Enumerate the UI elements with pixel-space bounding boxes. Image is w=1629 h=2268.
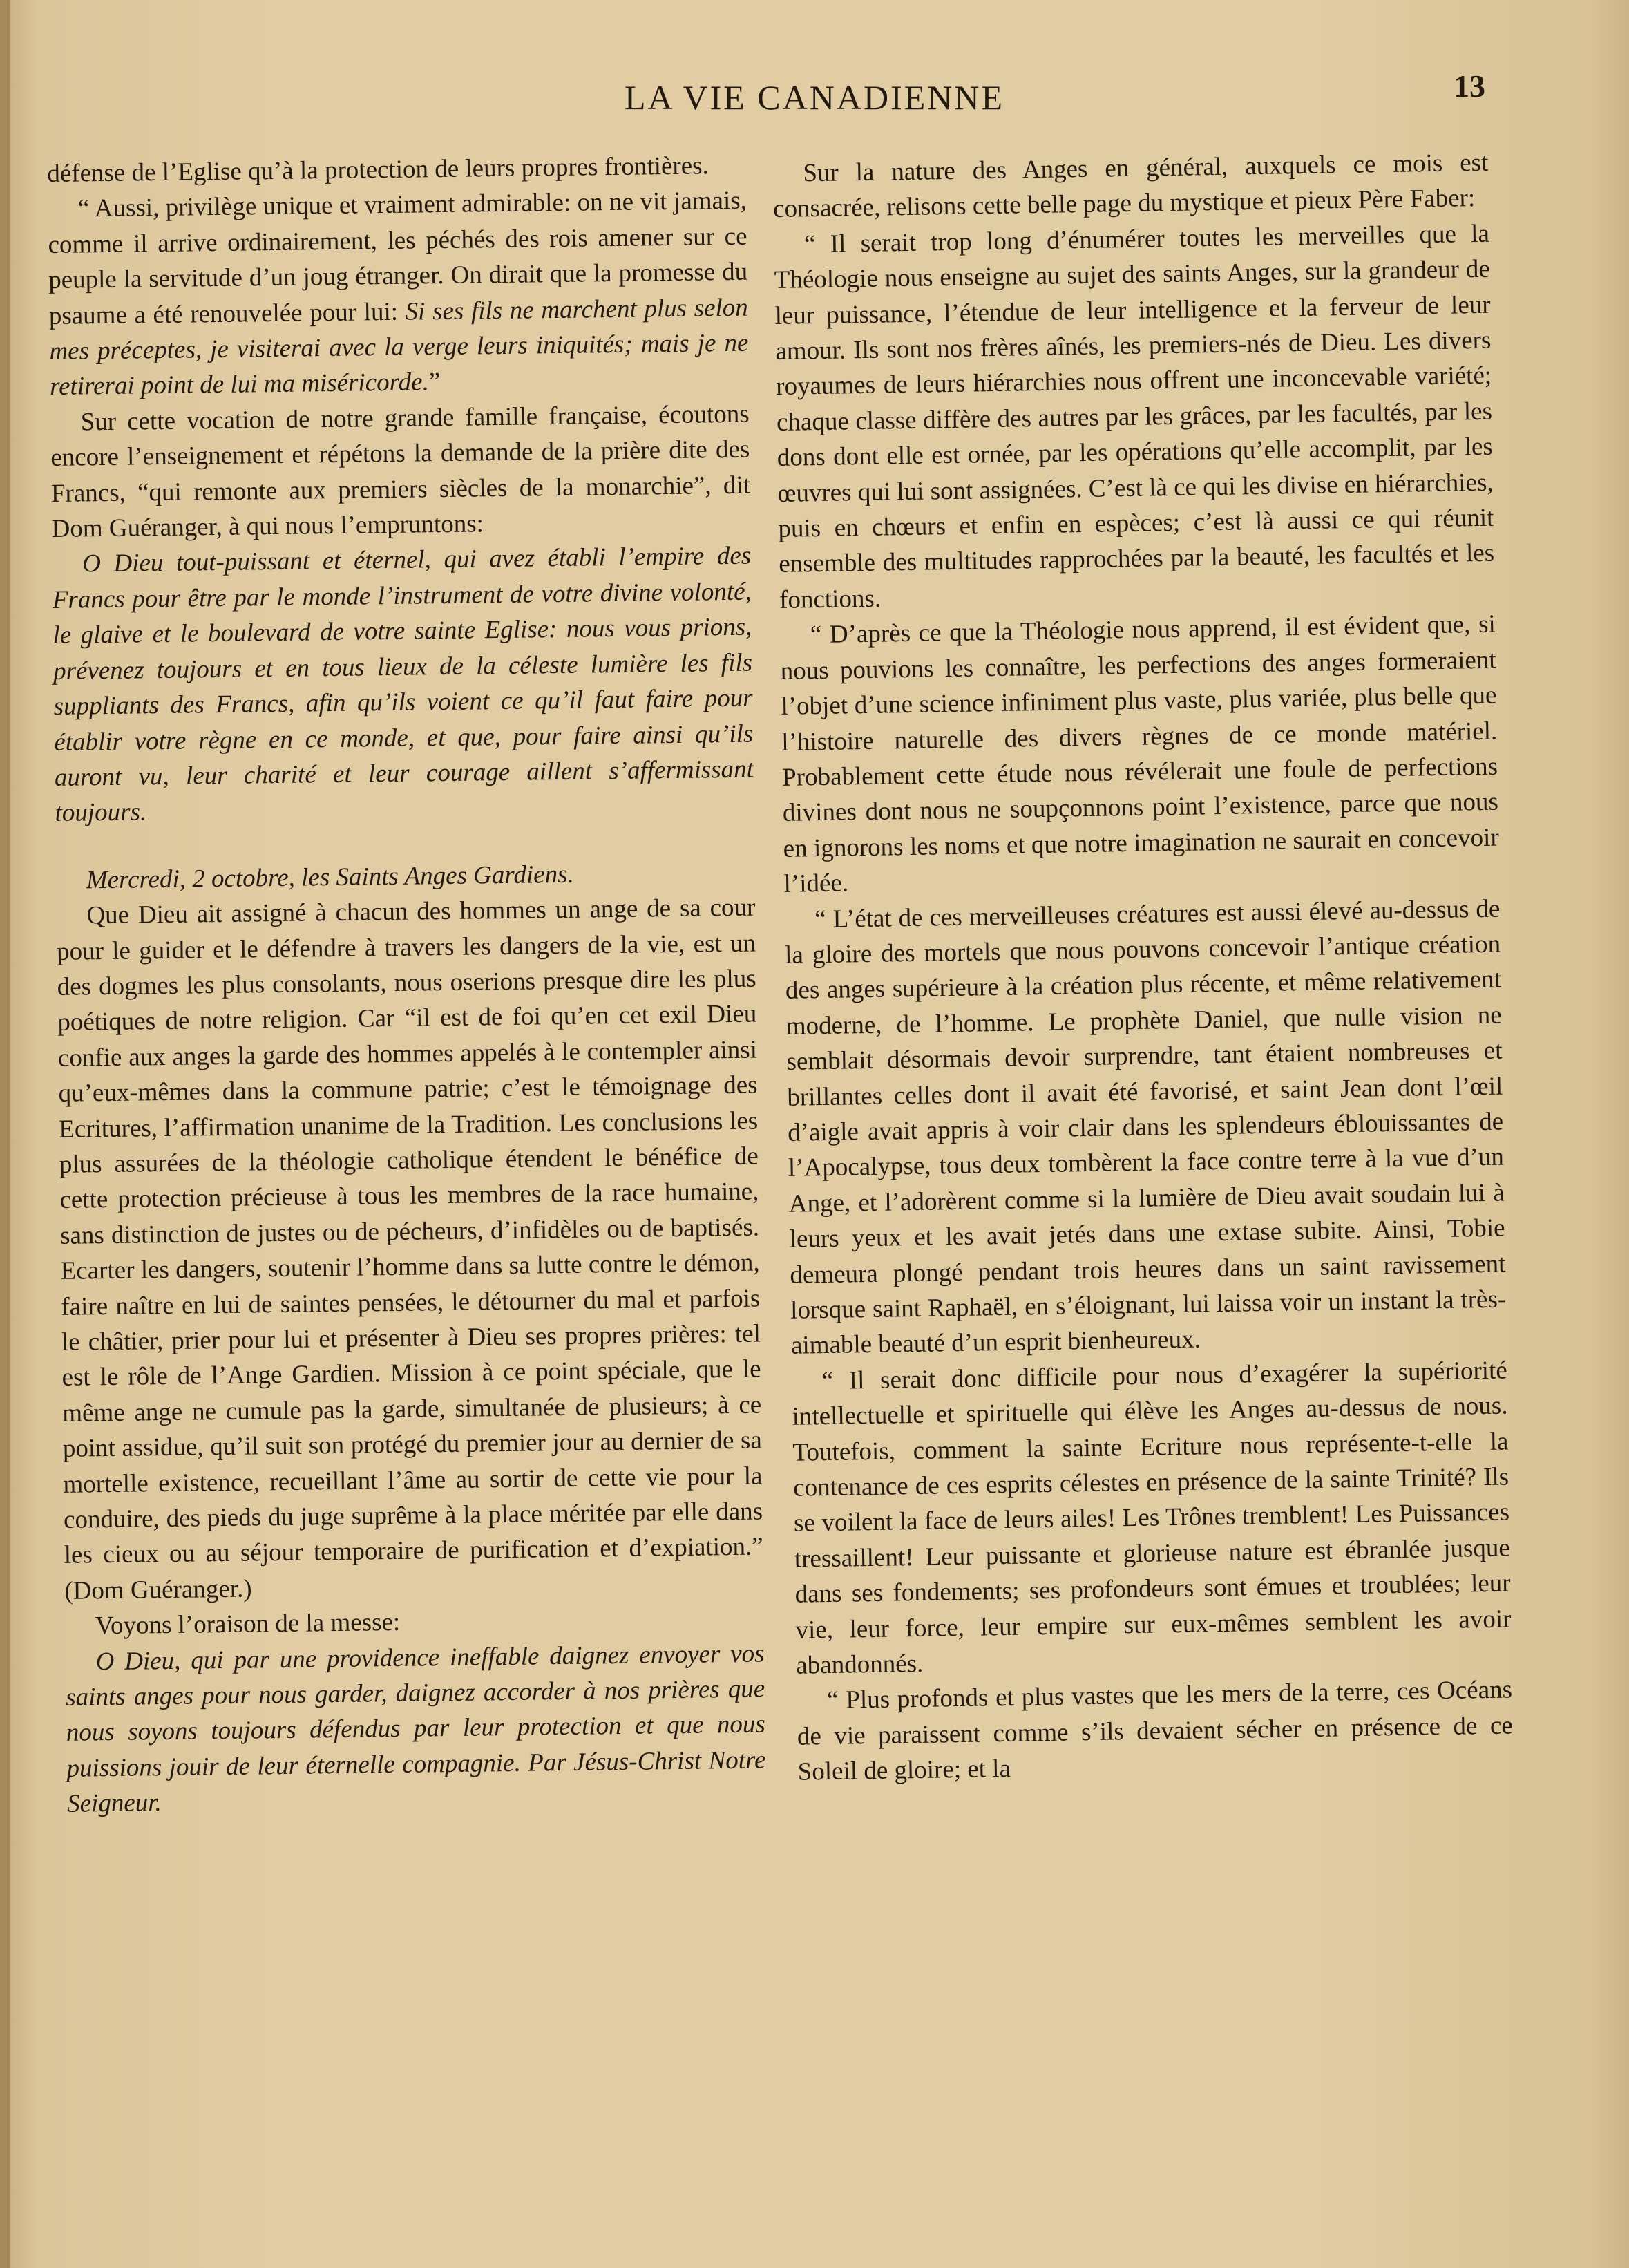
paragraph: “ Il serait trop long d’énumérer toutes les merveilles que la Théologie nous enseigne au sujet des saints Anges, sur la grandeur de leur puissance, l’étendue de leur intelligence et la ferveur de leur amour. Ils sont nos frères aînés, les premiers-nés de Dieu. Les divers royaumes de leurs hiérarchies nous offrent une inconcevable variété; chaque classe diffère des autres par les grâces, par les facultés, par les dons dont elle est ornée, par les opérations qu’elle accomplit, par les œuvres qui lui sont assignées. C’est là ce qui les divise en hiérarchies, puis en chœurs et enfin en espèces; c’est là aussi ce qui réunit ensemble des multitudes rapprochées par la beauté, les facultés et les fonctions.	[774, 219, 1495, 614]
page-binding-edge	[0, 0, 10, 2268]
paragraph: Que Dieu ait assigné à chacun des hommes un ange de sa cour pour le guider et le défendre à travers les dangers de la vie, est un des dogmes les plus consolants, nous oserions presque dire les plus poétiques de notre religion. Car “il est de foi qu’en cet exil Dieu confie aux anges la garde des hommes appelés à le contempler ainsi qu’eux-mêmes dans la commune patrie; c’est le témoignage des Ecritures, l’affirmation unanime de la Tradition. Les conclusions les plus assurées de la théologie catholique étendent le bénéfice de cette protection précieuse à tous les membres de la race humaine, sans distinction de justes ou de pécheurs, d’infidèles ou de baptisés. Ecarter les dangers, soutenir l’homme dans sa lutte contre le démon, faire naître en lui de saintes pensées, le détourner du mal et parfois le châtier, prier pour lui et présenter à Dieu ses propres prières: tel est le rôle de l’Ange Gardien. Mission à ce point spéciale, que le même ange ne cumule pas la garde, simultanée de plusieurs; à ce point assidue, qu’il suit son protégé du premier jour au dernier de sa mortelle existence, recueillant l’âme au sortir de cette vie pour la conduire, des pieds du juge suprême à la place méritée par elle dans les cieux ou au séjour temporaire de purification et d’expiation.” (Dom Guéranger.)	[56, 893, 763, 1605]
prayer-of-the-franks	[52, 538, 754, 831]
paragraph: Sur la nature des Anges en général, auxquels ce mois est consacrée, relisons cette belle page du mystique et pieux Père Faber:	[772, 148, 1489, 224]
paragraph: Sur cette vocation de notre grande famille française, écoutons encore l’enseignement et répétons la demande de la prière dite des Francs, “qui remonte aux premiers siècles de la monarchie”, dit Dom Guéranger, à qui nous l’empruntons:	[50, 399, 751, 544]
psalm-quote: Si ses fils ne marchent plus selon mes préceptes, je visiterai avec la verge leurs iniquités; mais je ne retirerai point de lui ma miséricorde.	[49, 293, 749, 401]
paragraph: “ L’état de ces merveilleuses créatures est aussi élevé au-dessus de la gloire des mortels que nous pouvons concevoir l’antique création des anges supérieure à la création plus récente, et même relativement moderne, de l’homme. Le prophète Daniel, que nulle vision ne semblait désormais devoir surprendre, tant étaient nombreuses et brillantes celles dont il avait été favorisé, et saint Jean dont l’œil d’aigle avait appris à voir clair dans les splendeurs éblouissantes de l’Apocalypse, tous deux tombèrent la face contre terre à la vue d’un Ange, et l’adorèrent comme si la lumière de Dieu avait soudain lui à leurs yeux et les avait jetés dans une extase subite. Ainsi, Tobie demeura plongé pendant trois heures dans un saint ravissement lorsque saint Raphaël, en s’éloignant, lui laissa voir un instant la très-aimable beauté d’un esprit bienheureux.	[784, 894, 1507, 1361]
mass-oration	[65, 1636, 766, 1822]
section-heading-text: Mercredi, 2 octobre, les Saints Anges Gardiens.	[86, 860, 574, 895]
closing-quote: ”	[428, 368, 441, 397]
right-column	[772, 145, 1514, 1790]
left-column	[47, 148, 766, 1822]
paragraph: Voyons l’oraison de la messe:	[95, 1608, 401, 1641]
paragraph	[48, 183, 750, 405]
page-number: 13	[1454, 68, 1485, 104]
running-title: LA VIE CANADIENNE	[624, 78, 1005, 117]
quoted-text: “ Aussi, privilège unique et vraiment admirable: on ne vit jamais, comme il arrive ordinairement, les péchés des rois amener sur ce peuple la servitude d’un joug étranger. On dirait que la promesse du psaume a été renouvelée pour lui:	[48, 187, 748, 330]
paragraph: “ Il serait donc difficile pour nous d’exagérer la supériorité intellectuelle et spirituelle qui élève les Anges au-dessus de nous. Toutefois, comment la sainte Ecriture nous représente-t-elle la contenance de ces esprits célestes en présence de la sainte Trinité? Ils se voilent la face de leurs ailes! Les Trônes tremblent! Les Puissances tressaillent! Leur puissante et glorieuse nature est ébranlée jusque dans ses fondements; ses profondeurs sont émues et troublées; leur vie, leur force, leur empire sur eux-mêmes semblent les avoir abandonnés.	[792, 1356, 1512, 1680]
paragraph: “ Plus profonds et plus vastes que les mers de la terre, ces Océans de vie paraissent comme s’ils devaient sécher en présence de ce Soleil de gloire; et la	[797, 1675, 1514, 1786]
paragraph: “ D’après ce que la Théologie nous apprend, il est évident que, si nous pouvions les connaître, les perfections des anges formeraient l’objet d’une science infiniment plus vaste, plus variée, plus belle que l’histoire naturelle des divers règnes de ce monde matériel. Probablement cette étude nous révélerait une foule de perfections divines dont nous ne soupçonnons point l’existence, parce que nous en ignorons les noms et que notre imagination ne saurait en concevoir l’idée.	[780, 609, 1499, 898]
paragraph: défense de l’Eglise qu’à la protection de leurs propres frontières.	[47, 151, 709, 188]
prayer-text: O Dieu tout-puissant et éternel, qui avez établi l’empire des Francs pour être par le monde l’instrument de votre divine volonté, le glaive et le boulevard de votre sainte Eglise: nous vous prions, prévenez toujours et en tous lieux de la céleste lumière les fils suppliants des Francs, afin qu’ils voient ce qu’il faut faire pour établir votre règne en ce monde, et que, pour faire ainsi qu’ils auront vu, leur charité et leur courage aillent s’affermissant toujours.	[52, 542, 754, 828]
oration-text: O Dieu, qui par une providence ineffable daignez envoyer vos saints anges pour nous garder, daignez accorder à nos prières que nous soyons toujours défendus par leur protection et que nous puissions jouir de leur éternelle compagnie. Par Jésus-Christ Notre Seigneur.	[66, 1639, 766, 1819]
